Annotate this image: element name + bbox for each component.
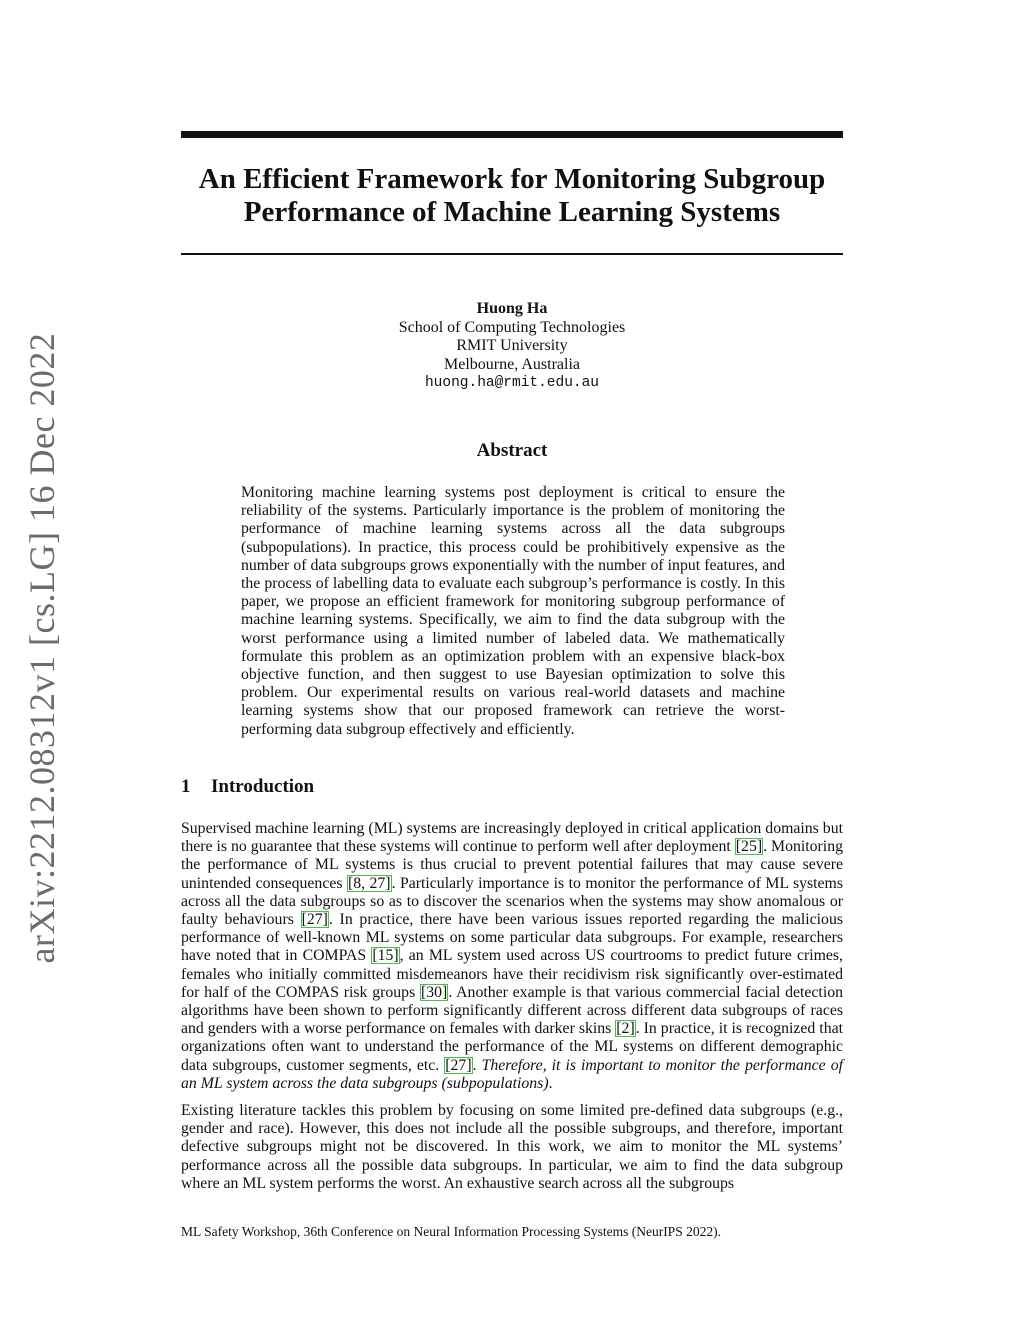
arxiv-side-stamp: arXiv:2212.08312v1 [cs.LG] 16 Dec 2022 bbox=[22, 332, 62, 964]
citation-link[interactable]: [27] bbox=[301, 911, 328, 929]
citation-link[interactable]: [8, 27] bbox=[347, 874, 391, 892]
citation-link[interactable]: [25] bbox=[735, 838, 763, 856]
citation-link[interactable]: [15] bbox=[372, 947, 399, 965]
citation-link[interactable]: [2] bbox=[616, 1020, 635, 1038]
text-run: . Another example is that various commercial facial detection algorithms have been shown to perform significantly different across different data subgroups of races and genders with a worse performance on females with darker skins bbox=[181, 983, 844, 1038]
author-email[interactable]: huong.ha@rmit.edu.au bbox=[424, 375, 600, 391]
intro-paragraph-2: Existing literature tackles this problem by focusing on some limited pre-defined data subgroups (e.g., gender and race). However, this does not include all the possible subgroups, and therefore, important defective subgroups might not be discovered. In this work, we aim to monitor the ML systems’ performance across all the possible data subgroups. In particular, we aim to find the data subgroup where an ML system performs the worst. An exhaustive search across all the subgroups bbox=[181, 1102, 843, 1192]
section-title: Introduction bbox=[211, 776, 315, 797]
section-heading-introduction bbox=[181, 776, 314, 798]
author-university: RMIT University bbox=[456, 337, 568, 354]
author-name: Huong Ha bbox=[476, 300, 548, 317]
text-run: Supervised machine learning (ML) systems are increasingly deployed in critical application domains but there is no guarantee that these systems will continue to perform well after deployment bbox=[181, 820, 843, 856]
text-run: , an ML system used across US courtrooms to predict future crimes, females who initially committed misdemeanors have their recidivism risk significantly over-estimated for half of the COMPAS risk groups bbox=[181, 947, 843, 1001]
abstract-heading: Abstract bbox=[476, 440, 548, 461]
title-line-2: Performance of Machine Learning Systems bbox=[243, 196, 781, 228]
intro-paragraph-1 bbox=[181, 820, 843, 1093]
title-line-1: An Efficient Framework for Monitoring Subgroup bbox=[198, 163, 826, 195]
text-run: . In practice, it is recognized that organizations often want to understand the performance of the ML systems on different demographic data subgroups, customer segments, etc. bbox=[181, 1020, 843, 1074]
text-run: . bbox=[548, 1074, 553, 1092]
title-top-rule bbox=[181, 131, 843, 138]
abstract-text: Monitoring machine learning systems post deployment is critical to ensure the reliability of the systems. Particularly importance is the problem of monitoring the performance of machine learning systems across all the data subgroups (subpopulations). In practice, this process could be prohibitively expensive as the number of data subgroups grows exponentially with the number of input features, and the process of labelling data to evaluate each subgroup’s performance is costly. In this paper, we propose an efficient framework for monitoring subgroup performance of machine learning systems. Specifically, we aim to find the data subgroup with the worst performance using a limited number of labeled data. We mathematically formulate this problem as an optimization problem with an expensive black-box objective function, and then suggest to use Bayesian optimization to solve this problem. Our experimental results on various real-world datasets and machine learning systems show that our proposed framework can retrieve the worst-performing data subgroup effectively and efficiently. bbox=[241, 484, 785, 738]
emphasized-text: Therefore, it is important to monitor the performance of an ML system across the data subgroups (subpopulations) bbox=[181, 1056, 843, 1092]
citation-link[interactable]: [27] bbox=[445, 1056, 472, 1074]
author-block bbox=[181, 300, 843, 393]
text-run: . In practice, there have been various issues reported regarding the malicious performance of well-known ML systems on some particular data subgroups. For example, researchers have noted that in COMPAS bbox=[181, 911, 844, 965]
conference-footer: ML Safety Workshop, 36th Conference on Neural Information Processing Systems (NeurIPS 2022). bbox=[181, 1224, 721, 1239]
text-run: . Particularly importance is to monitor the performance of ML systems across all the data subgroups so as to discover the scenarios when the systems may show anomalous or faulty behaviours bbox=[181, 874, 843, 929]
author-affiliation: School of Computing Technologies bbox=[398, 318, 626, 336]
citation-link[interactable]: [30] bbox=[420, 983, 448, 1001]
author-location: Melbourne, Australia bbox=[444, 355, 580, 373]
title-bottom-rule bbox=[181, 253, 843, 255]
paper-title bbox=[181, 163, 843, 229]
text-run: . Monitoring the performance of ML systems is thus crucial to prevent potential failures that may cause severe unintended consequences bbox=[181, 838, 843, 892]
section-number: 1 bbox=[181, 776, 191, 797]
text-run: . bbox=[472, 1056, 482, 1074]
